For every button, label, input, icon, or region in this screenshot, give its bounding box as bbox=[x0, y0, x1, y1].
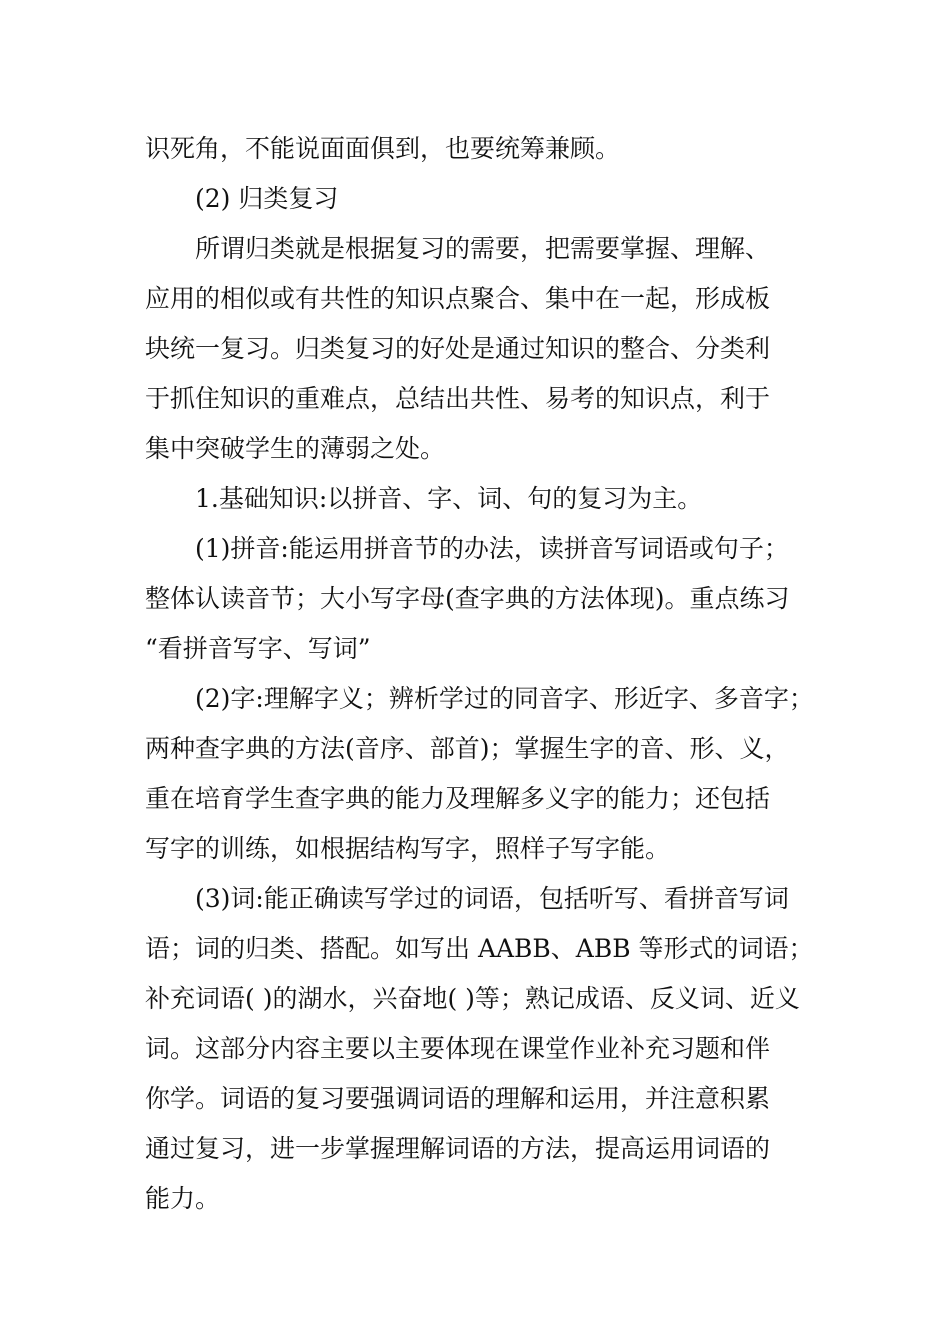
section-heading: 1.基础知识:以拼音、字、词、句的复习为主。 bbox=[195, 484, 703, 513]
text-line: 能力。 bbox=[145, 1184, 221, 1213]
text-line: 整体认读音节；大小写字母(查字典的方法体现)。重点练习 bbox=[145, 584, 790, 613]
text-line: 补充词语( )的湖水，兴奋地( )等；熟记成语、反义词、近义 bbox=[145, 984, 800, 1013]
text-line: 通过复习，进一步掌握理解词语的方法，提高运用词语的 bbox=[145, 1134, 771, 1163]
text-line: 块统一复习。归类复习的好处是通过知识的整合、分类利 bbox=[145, 334, 771, 363]
text-line: 你学。词语的复习要强调词语的理解和运用，并注意积累 bbox=[145, 1084, 771, 1113]
text-line: 集中突破学生的薄弱之处。 bbox=[145, 434, 446, 463]
text-line: 所谓归类就是根据复习的需要，把需要掌握、理解、 bbox=[195, 234, 771, 263]
text-line: 词。这部分内容主要以主要体现在课堂作业补充习题和伴 bbox=[145, 1034, 771, 1063]
text-line: (1)拼音:能运用拼音节的办法，读拼音写词语或句子； bbox=[195, 534, 789, 563]
text-line: 于抓住知识的重难点，总结出共性、易考的知识点，利于 bbox=[145, 384, 771, 413]
section-heading: (2) 归类复习 bbox=[195, 184, 339, 213]
text-line: (2)字:理解字义；辨析学过的同音字、形近字、多音字； bbox=[195, 684, 814, 713]
text-line: 重在培育学生查字典的能力及理解多义字的能力；还包括 bbox=[145, 784, 771, 813]
text-line: 语；词的归类、搭配。如写出 AABB、ABB 等形式的词语； bbox=[145, 934, 814, 963]
text-line: “看拼音写字、写词” bbox=[145, 634, 371, 663]
text-line: 应用的相似或有共性的知识点聚合、集中在一起，形成板 bbox=[145, 284, 771, 313]
text-line: 两种查字典的方法(音序、部首)；掌握生字的音、形、义， bbox=[145, 734, 790, 763]
text-line: 写字的训练，如根据结构写字，照样子写字能。 bbox=[145, 834, 671, 863]
text-line: 识死角，不能说面面俱到，也要统筹兼顾。 bbox=[145, 134, 621, 163]
text-line: (3)词:能正确读写学过的词语，包括听写、看拼音写词 bbox=[195, 884, 789, 913]
